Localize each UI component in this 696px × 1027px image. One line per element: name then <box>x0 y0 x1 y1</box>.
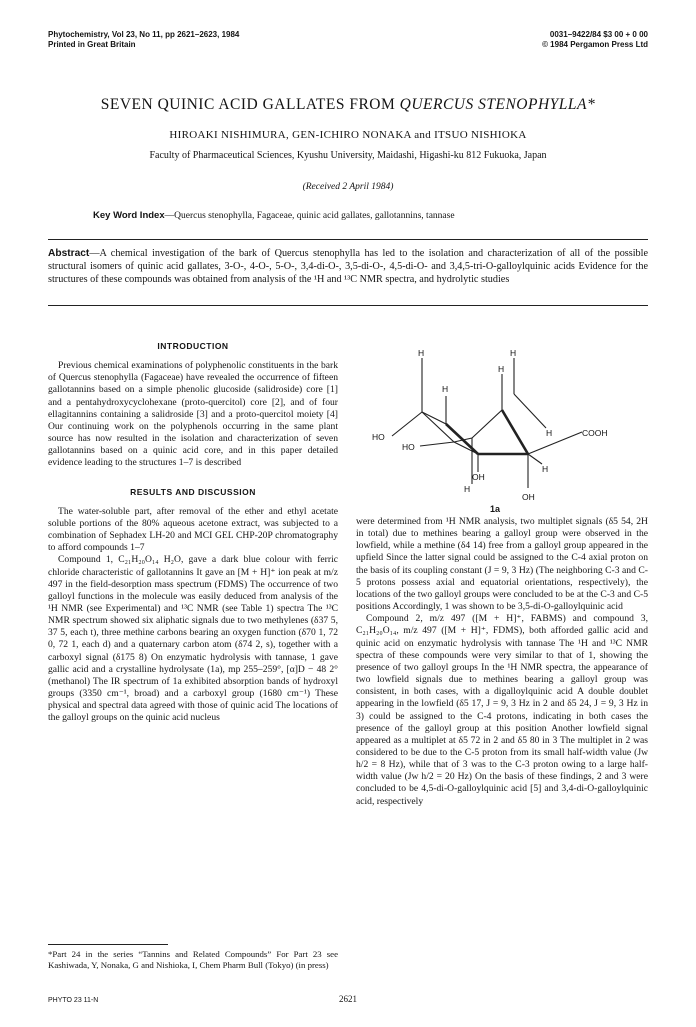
right-paragraph-2: Compound 2, m/z 497 ([M + H]⁺, FABMS) and compound 3, C₂₁H₂₀O₁₄, m/z 497 ([M + H]⁺, FDMS), both afforded gallic acid and quinic acid on enzymatic hydrolysis with tannase The ¹H and ¹³C NMR spectra of these compounds were very similar to that of 1, showing the presence of two galloyl groups In the ¹H NMR spectra, the appearance of two lowfield signals due to methines bearing a galloyl group was consistent, in both cases, with a digalloylquinic acid A double doublet appearing in the lowfield (δ5 17, J = 9, 3 Hz in 2 and δ5 24, J = 9, 3 Hz in 3) could be assigned to the C-4 protons, indicating in both cases the presence of the galloyl group at this position Another lowfield signal appeared as a multiplet at δ5 72 in 2 and δ5 80 in 3 The multiplet in 2 was considered to be due to the C-5 proton from its small half-width value (Jw h/2 = 8 Hz), while that of 3 was to the C-3 proton owing to a large half-width value (Jw h/2 = 20 Hz) On the basis of these findings, 2 and 3 were concluded to be 4,5-di-O-galloylquinic acid [5] and 3,4-di-O-galloylquinic acid, respectively <box>356 613 648 807</box>
atom-h-bottom-right: H <box>542 464 549 474</box>
affiliation: Faculty of Pharmaceutical Sciences, Kyushu University, Maidashi, Higashi-ku 812 Fukuoka, Japan <box>149 150 547 161</box>
page-number: 2621 <box>339 994 357 1004</box>
footnote-rule <box>48 944 168 945</box>
atom-ho-left: HO <box>372 432 385 442</box>
abstract-top-rule <box>48 239 648 240</box>
atom-h-bottom-mid: H <box>464 484 471 494</box>
abstract: Abstract—A chemical investigation of the bark of Quercus stenophylla has led to the isolation and characterization of all of the possible structural isomers of quinic acid gallates, 3-O-, 4-O-, 5-O-, 3,4-di-O-, 3,5-di-O-, 4,5-di-O- and 3,4,5-tri-O-galloylquinic acids Evidence for the structures of these compounds was obtained from analysis of the ¹H and ¹³C NMR spectra, and hydrolytic studies <box>48 248 648 286</box>
atom-h-inner-left: H <box>442 384 449 394</box>
atom-h-inner-right: H <box>498 364 505 374</box>
authors: HIROAKI NISHIMURA, GEN-ICHIRO NONAKA and ITSUO NISHIOKA <box>169 129 527 141</box>
footnote: *Part 24 in the series “Tannins and Related Compounds” For Part 23 see Kashiwada, Y, Nonaka, G and Nishioka, I, Chem Pharm Bull (Tokyo) (in press) <box>48 949 338 970</box>
paper-title: SEVEN QUINIC ACID GALLATES FROM QUERCUS STENOPHYLLA* <box>100 96 596 113</box>
printed-in: Printed in Great Britain <box>48 40 136 49</box>
atom-cooh: COOH <box>582 428 608 438</box>
copyright: © 1984 Pergamon Press Ltd <box>542 40 648 49</box>
intro-paragraph: Previous chemical examinations of polyphenolic constituents in the bark of Quercus stenophylla (Fagaceae) have revealed the occurrence of fifteen gallotannins based on a simple phenolic glucoside (salidroside) core [1] and a pentahydroxycyclohexane (proto-quercitol) core [2], and of four ellagitannins containing a salidroside [3] and a proto-quercitol moiety [4] Our continuing work on the polyphenols occurring in the same plant source has now resulted in the isolation and characterization of seven gallotannins based on a quinic acid core, and in this paper detailed evidence leading to the structures 1–7 is described <box>48 360 338 469</box>
right-column <box>356 516 648 808</box>
atom-h-top-right: H <box>510 348 517 358</box>
intro-heading: INTRODUCTION <box>157 341 229 351</box>
results-paragraph-1: The water-soluble part, after removal of the ether and ethyl acetate soluble portions of the 80% aqueous acetone extract, was subjected to a combination of Sephadex LH-20 and MCI GEL CHP-20P chromatography to afford compounds 1–7 <box>48 505 338 554</box>
structure-label: 1a <box>490 504 501 514</box>
received-date: (Received 2 April 1984) <box>302 182 394 192</box>
right-paragraph-1: were determined from ¹H NMR analysis, two multiplet signals (δ5 54, 2H in total) due to methines bearing a galloyl group were observed in the lowfield, while a methine (δ4 14) free from a galloyl group appeared in the upfield Since the latter signal could be assigned to the C-4 axial proton on the basis of its coupling constant (J = 9, 3 Hz) (The neighboring C-3 and C-5 protons possess axial and equatorial orientations, respectively), the locations of the two galloyl groups were concluded to be at the C-3 and C-5 positions Accordingly, 1 was shown to be 3,5-di-O-galloylquinic acid <box>356 516 648 613</box>
price-code: 0031–9422/84 $3 00 + 0 00 <box>549 30 648 39</box>
atom-h-top-left: H <box>418 348 425 358</box>
results-heading: RESULTS AND DISCUSSION <box>130 486 256 497</box>
atom-h-mid-right: H <box>546 428 553 438</box>
structure-1a-diagram <box>360 344 650 514</box>
atom-oh-right: OH <box>522 492 535 502</box>
atom-oh-mid: OH <box>472 472 485 482</box>
journal-citation: Phytochemistry, Vol 23, No 11, pp 2621–2623, 1984 <box>48 30 240 39</box>
atom-ho-inner: HO <box>402 442 415 452</box>
keyword-index: Key Word Index—Quercus stenophylla, Fagaceae, quinic acid gallates, gallotannins, tannase <box>93 210 455 221</box>
left-column <box>48 340 338 725</box>
footer-code: PHYTO 23 11-N <box>48 997 99 1004</box>
results-paragraph-2: Compound 1, C₂₁H₂₀O₁₄ H₂O, gave a dark blue colour with ferric chloride characteristic of gallotannins It gave an [M + H]⁺ ion peak at m/z 497 in the field-desorption mass spectrum (FDMS) The occurrence of two galloyl functions in the molecule was easily deduced from analysis of the ¹H NMR (see Experimental) and ¹³C NMR (see Table 1) spectra The ¹³C NMR spectrum showed six aliphatic signals due to two methylenes (δ37 5, 37 5, each t), three methine carbons bearing an oxygen function (δ70 1, 72 0, 72 1, each d) and a quaternary carbon atom (δ74 2, s), together with a carboxyl signal (δ175 8) On enzymatic hydrolysis with tannase, 1 gave gallic acid and a crystalline hydrolysate (1a), mp 255–259°, [α]D − 48 2° (methanol) The IR spectrum of 1a exhibited absorption bands of hydroxyl groups (3350 cm⁻¹, broad) and a carboxyl group (1680 cm⁻¹) These physical and spectral data agreed with those of quinic acid The locations of the galloyl groups on the quinic acid nucleus <box>48 554 338 724</box>
abstract-bottom-rule <box>48 305 648 306</box>
